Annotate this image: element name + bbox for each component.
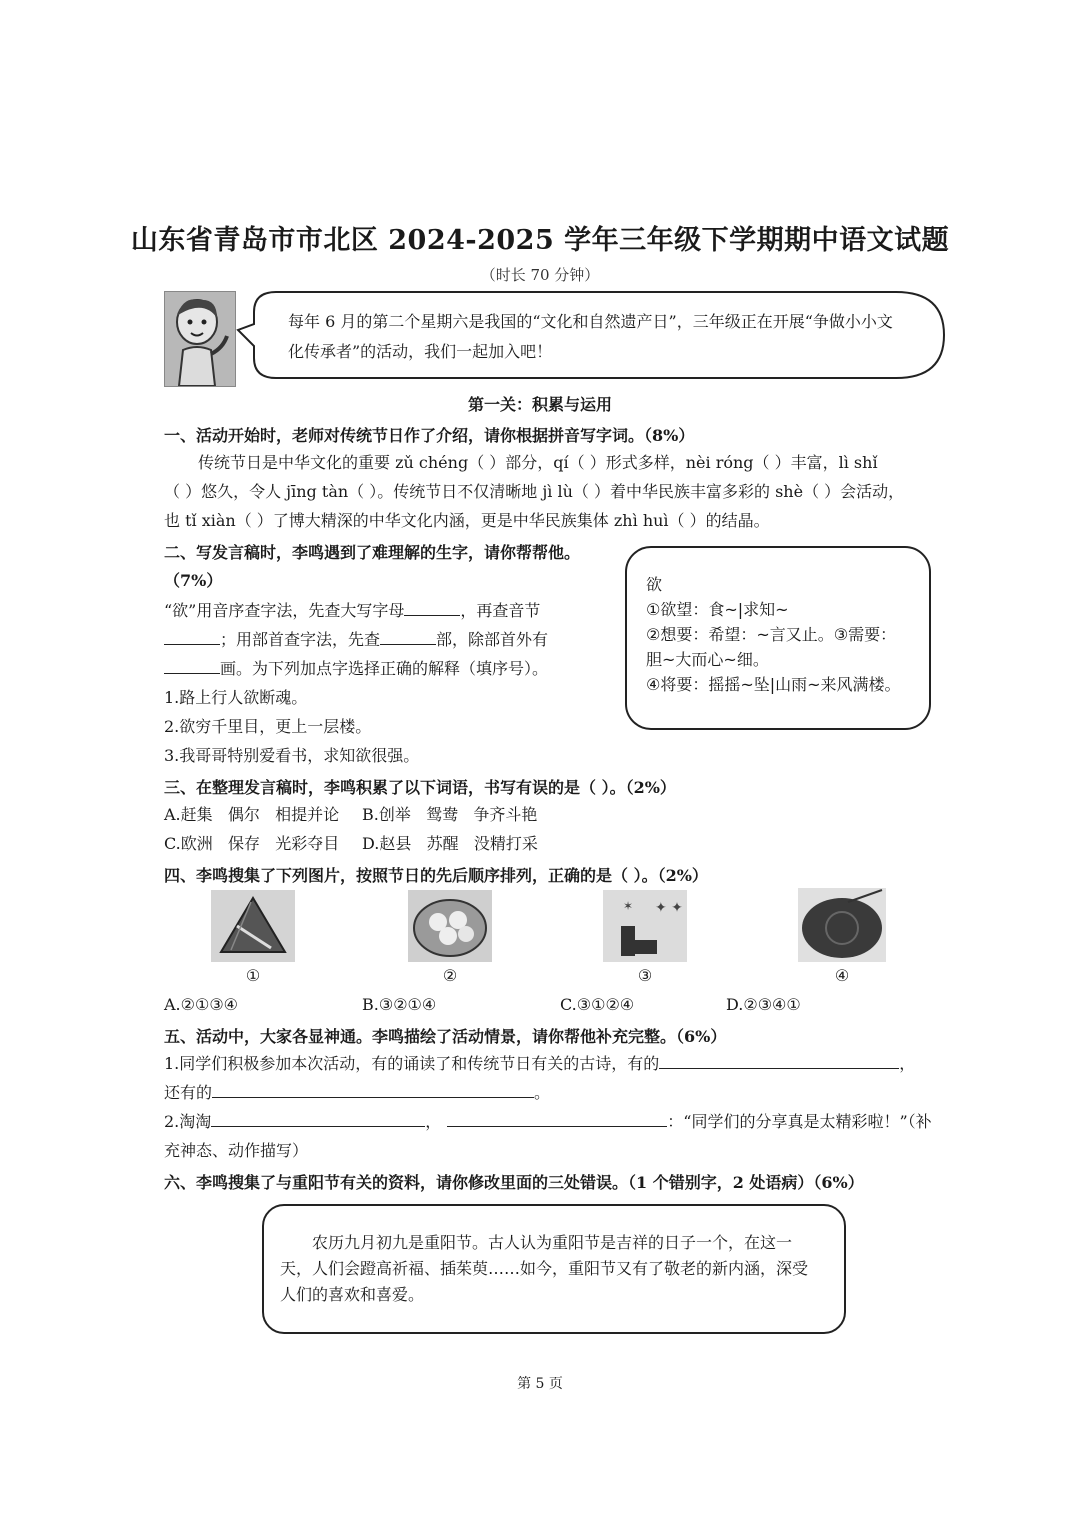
intro-line-2: 化传承者”的活动，我们一起加入吧！ (288, 342, 553, 361)
q2-sentence-2: 2.欲穷千里目，更上一层楼。 (164, 717, 372, 736)
image-label-2: ② (442, 966, 458, 985)
q5-line-2-end: 。 (534, 1083, 551, 1102)
exam-duration: （时长 70 分钟） (480, 266, 600, 284)
image-label-3: ③ (637, 966, 653, 985)
image-label-4: ④ (834, 966, 850, 985)
q2-line-2-b: 部，除部首外有 (436, 630, 549, 649)
q4-option-a: A.②①③④ (164, 995, 239, 1014)
dict-def-1: ①欲望：食~|求知~ (646, 600, 789, 619)
answer-blank[interactable] (447, 1108, 667, 1127)
q5-line-4: 充神态、动作描写） (164, 1141, 309, 1160)
dict-char: 欲 (646, 575, 663, 594)
q3-option-c: C.欧洲 保存 光彩夺目 (164, 834, 340, 853)
q2-sentence-3: 3.我哥哥特别爱看书，求知欲很强。 (164, 746, 420, 765)
exam-title: 山东省青岛市市北区 2024-2025 学年三年级下学期期中语文试题 (130, 225, 950, 256)
q2-line-2-a: ；用部首查字法，先查 (220, 630, 381, 649)
q3-heading: 三、在整理发言稿时，李鸣积累了以下词语，书写有误的是（ ）。（2%） (164, 778, 676, 797)
q2-line-1-b: ，再查音节 (460, 601, 541, 620)
q1-heading: 一、活动开始时，老师对传统节日作了介绍，请你根据拼音写字词。（8%） (164, 426, 695, 445)
intro-text (288, 307, 928, 367)
answer-blank[interactable] (659, 1050, 899, 1069)
zongzi-image (211, 890, 295, 962)
q1-line-2: （ ）悠久，令人 jīng tàn（ ）。传统节日不仅清晰地 jì lù（ ）着中华民族丰富多彩的 shè（ ）会活动， (164, 482, 905, 501)
q5-line-1-text: 1.同学们积极参加本次活动，有的诵读了和传统节日有关的古诗，有的 (164, 1054, 660, 1073)
q2-heading: 二、写发言稿时，李鸣遇到了难理解的生字，请你帮帮他。 (164, 543, 581, 562)
q5-line-3-end: ：“同学们的分享真是太精彩啦！”（补 (667, 1112, 932, 1131)
passage-line-3: 人们的喜欢和喜爱。 (280, 1285, 425, 1304)
answer-blank[interactable] (164, 626, 220, 645)
answer-blank[interactable] (211, 1108, 425, 1127)
q5-line-3-mid: ， (425, 1112, 442, 1131)
passage-text (280, 1230, 828, 1308)
answer-blank[interactable] (212, 1079, 534, 1098)
tangyuan-bowl-image (408, 890, 492, 962)
q5-line-3 (164, 1107, 964, 1136)
q2-line-3-text: 画。为下列加点字选择正确的解释（填序号）。 (220, 659, 549, 678)
q5-heading: 五、活动中，大家各显神通。李鸣描绘了活动情景，请你帮他补充完整。（6%） (164, 1027, 727, 1046)
dict-def-2: ②想要：希望：~言又止。③需要： (646, 625, 897, 644)
answer-blank[interactable] (404, 597, 460, 616)
q1-line-3: 也 tǐ xiàn（ ）了博大精深的中华文化内涵，更是中华民族集体 zhì huì（ ）的结晶。 (164, 511, 770, 530)
intro-line-1: 每年 6 月的第二个星期六是我国的“文化和自然遗产日”，三年级正在开展“争做小小文 (288, 312, 893, 331)
q1-line-1: 传统节日是中华文化的重要 zǔ chéng（ ）部分，qí（ ）形式多样，nèi róng（ ）丰富，lì shǐ (198, 453, 878, 472)
answer-blank[interactable] (164, 655, 220, 674)
firecracker-image (603, 890, 687, 962)
q6-heading: 六、李鸣搜集了与重阳节有关的资料，请你修改里面的三处错误。（1 个错别字，2 处语病）（6%） (164, 1173, 864, 1192)
svg-text:✶: ✶ (623, 899, 634, 913)
q5-line-2-text: 还有的 (164, 1083, 213, 1102)
q4-option-d: D.②③④① (726, 995, 801, 1014)
q5-line-1-end: ， (899, 1054, 916, 1073)
passage-line-2: 天，人们会蹬高祈福、插茱萸……如今，重阳节又有了敬老的新内涵，深受 (280, 1259, 809, 1278)
passage-line-1: 农历九月初九是重阳节。古人认为重阳节是吉祥的日子一个，在这一 (312, 1233, 793, 1252)
section-heading: 第一关：积累与运用 (467, 395, 612, 414)
dict-def-4: ④将要：摇摇~坠|山雨~来风满楼。 (646, 675, 901, 694)
answer-blank[interactable] (380, 626, 436, 645)
q3-option-b: B.创举 鸳鸯 争齐斗艳 (362, 805, 538, 824)
q2-line-2 (164, 625, 614, 654)
q4-option-b: B.③②①④ (362, 995, 437, 1014)
q2-line-1 (164, 596, 614, 625)
q4-heading: 四、李鸣搜集了下列图片，按照节日的先后顺序排列，正确的是（ ）。（2%） (164, 866, 708, 885)
dictionary-entry (646, 572, 916, 697)
q3-option-d: D.赵县 苏醒 没精打采 (362, 834, 538, 853)
image-label-1: ① (245, 966, 261, 985)
mooncake-image (798, 888, 886, 962)
q4-option-c: C.③①②④ (560, 995, 635, 1014)
q2-line-1-a: “欲”用音序查字法，先查大写字母 (164, 601, 405, 620)
q5-line-2 (164, 1078, 964, 1107)
q5-line-3-text: 2.淘淘 (164, 1112, 212, 1131)
svg-text:✦ ✦: ✦ ✦ (655, 900, 683, 916)
q5-line-1 (164, 1049, 964, 1078)
page-number: 第 5 页 (517, 1376, 563, 1392)
q2-line-3 (164, 654, 614, 683)
q3-option-a: A.赶集 偶尔 相提并论 (164, 805, 340, 824)
q2-score: （7%） (164, 571, 223, 590)
q2-sentence-1: 1.路上行人欲断魂。 (164, 688, 308, 707)
dict-def-3: 胆~大而心~细。 (646, 650, 769, 669)
cartoon-boy-illustration (164, 291, 236, 387)
